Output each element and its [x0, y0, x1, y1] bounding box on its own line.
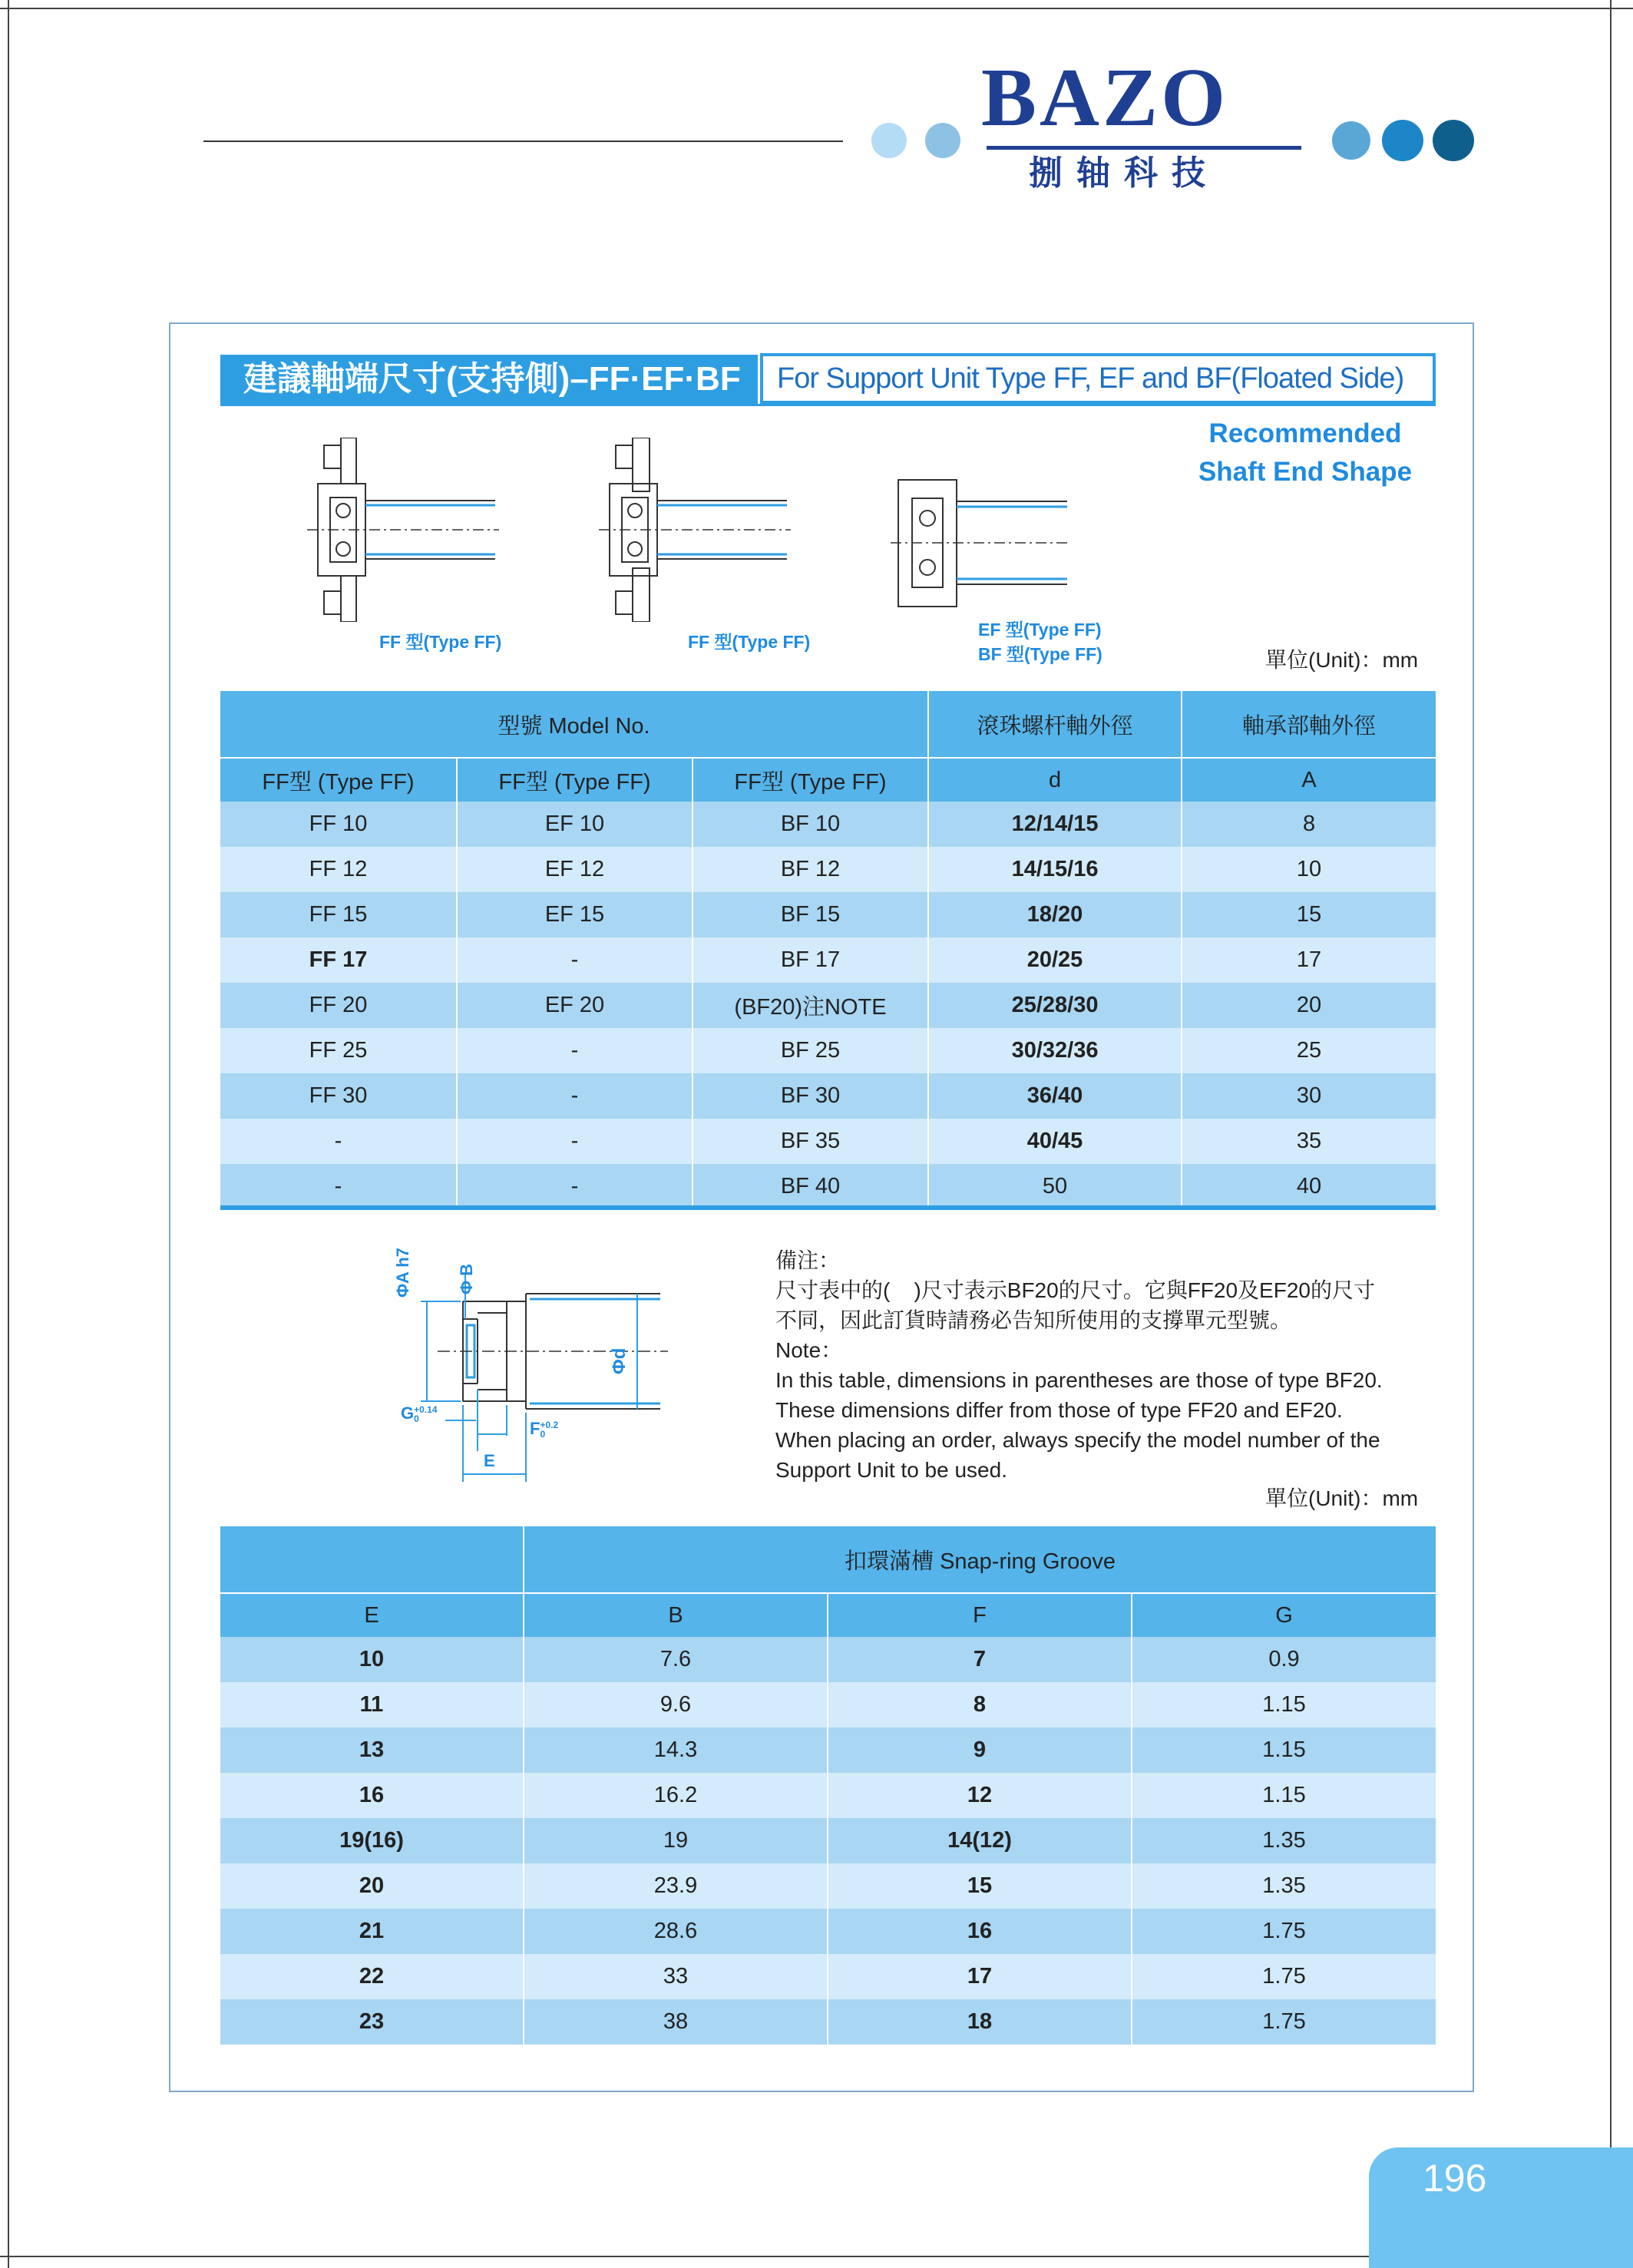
- table-cell: 18/20: [928, 892, 1182, 937]
- table-row: [220, 802, 1436, 847]
- note-en-line: Support Unit to be used.: [775, 1458, 1007, 1482]
- note-en-line: When placing an order, always specify the model number of the: [775, 1428, 1380, 1452]
- table-cell: 1.15: [1132, 1682, 1436, 1727]
- table-cell: 7: [828, 1637, 1132, 1682]
- table-row: [220, 1119, 1436, 1164]
- table-cell: 8: [1182, 802, 1436, 847]
- table-cell: FF 12: [220, 847, 457, 892]
- table-row: [220, 983, 1436, 1028]
- support-unit-diagram-1: [307, 438, 507, 622]
- subheader-cell: FF型 (Type FF): [220, 758, 457, 802]
- diagram-caption-1: FF 型(Type FF): [379, 632, 502, 652]
- table-cell: BF 12: [693, 847, 928, 892]
- table-cell: 33: [524, 1954, 828, 1999]
- table-cell: 19: [524, 1818, 828, 1863]
- table-cell: 23: [220, 1999, 524, 2045]
- note-en-line: In this table, dimensions in parentheses are those of type BF20.: [775, 1368, 1383, 1392]
- table-row: [220, 1909, 1436, 1954]
- diagram-caption-3a: EF 型(Type FF): [978, 620, 1102, 640]
- table-cell: 1.75: [1132, 1909, 1436, 1954]
- table-cell: 1.35: [1132, 1818, 1436, 1863]
- note-en-line: These dimensions differ from those of type FF20 and EF20.: [775, 1398, 1343, 1422]
- header-model: 型號 Model No.: [220, 691, 928, 758]
- table-row: [220, 1818, 1436, 1863]
- table-cell: FF 10: [220, 802, 457, 847]
- table-row: [220, 1999, 1436, 2045]
- model-table: [220, 691, 1436, 1209]
- table-cell: 13: [220, 1727, 524, 1773]
- table-cell: EF 15: [457, 892, 693, 937]
- table-cell: 16: [220, 1773, 524, 1818]
- table-row: [220, 1954, 1436, 1999]
- table-cell: 1.35: [1132, 1863, 1436, 1909]
- shaft-end-diagram: [399, 1251, 676, 1482]
- shaft-label-phiA: ΦA h7: [393, 1248, 412, 1298]
- table-cell: FF 25: [220, 1028, 457, 1073]
- table-cell: 18: [828, 1999, 1132, 2045]
- table-cell: -: [220, 1119, 457, 1164]
- header-dot: [871, 123, 907, 158]
- note-en-title: Note：: [775, 1338, 843, 1362]
- table-cell: 1.75: [1132, 1999, 1436, 2045]
- table-cell: 15: [828, 1863, 1132, 1909]
- table-cell: 7.6: [524, 1637, 828, 1682]
- subheader-cell: A: [1182, 758, 1436, 802]
- table-cell: 12/14/15: [928, 802, 1182, 847]
- table-cell: 40/45: [928, 1119, 1182, 1164]
- table-row: [220, 1773, 1436, 1818]
- table-cell: 10: [220, 1637, 524, 1682]
- table-cell: (BF20)注NOTE: [693, 983, 928, 1028]
- table-row: [220, 1863, 1436, 1909]
- shaft-label-E: E: [484, 1451, 495, 1470]
- table-cell: 25/28/30: [928, 983, 1182, 1028]
- table-cell: 20: [1182, 983, 1436, 1028]
- table-cell: BF 30: [693, 1073, 928, 1119]
- header-screw-diameter: 滾珠螺杆軸外徑: [928, 691, 1182, 758]
- table1-bottom-rule: [220, 1205, 1436, 1210]
- table-cell: 17: [1182, 937, 1436, 983]
- table-cell: 12: [828, 1773, 1132, 1818]
- table-cell: 25: [1182, 1028, 1436, 1073]
- table-row: [220, 892, 1436, 937]
- frame-right: [1610, 0, 1612, 2268]
- table-cell: BF 25: [693, 1028, 928, 1073]
- frame-top: [0, 8, 1633, 9]
- subheader-cell: E: [220, 1593, 524, 1637]
- shaft-label-G: [401, 1403, 438, 1423]
- table-cell: 16.2: [524, 1773, 828, 1818]
- subheader-cell: B: [524, 1593, 828, 1637]
- table-cell: 40: [1182, 1164, 1436, 1209]
- table-cell: 30: [1182, 1073, 1436, 1119]
- page-number: 196: [1369, 2147, 1633, 2268]
- table-cell: 20: [220, 1863, 524, 1909]
- shaft-label-phiB: Φ B: [457, 1263, 476, 1294]
- diagram-caption-3b: BF 型(Type FF): [978, 644, 1102, 664]
- table-cell: FF 17: [220, 937, 457, 983]
- table-row: [220, 1164, 1436, 1209]
- shaft-label-F: [530, 1419, 558, 1439]
- table-cell: BF 15: [693, 892, 928, 937]
- unit-label-2: 單位(Unit)：mm: [1265, 1486, 1419, 1510]
- shaft-label-G-zero: 0: [414, 1413, 419, 1425]
- table-cell: 9: [828, 1727, 1132, 1773]
- table-cell: BF 10: [693, 802, 928, 847]
- table-cell: 10: [1182, 847, 1436, 892]
- shaft-label-F-tol: +0.2: [540, 1420, 559, 1431]
- table-cell: FF 20: [220, 983, 457, 1028]
- table-cell: EF 12: [457, 847, 693, 892]
- table-cell: 23.9: [524, 1863, 828, 1909]
- page-title-cn: 建議軸端尺寸(支持側)–FF·EF·BF: [220, 355, 758, 404]
- table-cell: 1.15: [1132, 1727, 1436, 1773]
- shaft-label-G-tol: +0.14: [414, 1404, 438, 1416]
- note-cn-title: 備注：: [775, 1248, 841, 1272]
- table-cell: 50: [928, 1164, 1182, 1209]
- table-cell: 8: [828, 1682, 1132, 1727]
- subheader-cell: F: [828, 1593, 1132, 1637]
- brand-logo: BAZO: [981, 52, 1229, 144]
- logo-underline: [987, 146, 1301, 150]
- table-cell: 14(12): [828, 1818, 1132, 1863]
- table-row: [220, 847, 1436, 892]
- table-cell: FF 30: [220, 1073, 457, 1119]
- header-snap-ring: 扣環滿槽 Snap-ring Groove: [524, 1526, 1436, 1593]
- table-cell: 14/15/16: [928, 847, 1182, 892]
- table-cell: 21: [220, 1909, 524, 1954]
- table-cell: 14.3: [524, 1727, 828, 1773]
- support-unit-diagram-3: [891, 472, 1075, 618]
- table-cell: BF 35: [693, 1119, 928, 1164]
- header-rule: [203, 141, 843, 142]
- table-cell: -: [457, 1119, 693, 1164]
- header-dot: [1433, 120, 1474, 161]
- table-cell: 16: [828, 1909, 1132, 1954]
- table-cell: 9.6: [524, 1682, 828, 1727]
- table-cell: 30/32/36: [928, 1028, 1182, 1073]
- frame-left: [8, 0, 9, 2268]
- table-cell: EF 10: [457, 802, 693, 847]
- table-cell: 38: [524, 1999, 828, 2045]
- table-row: [220, 1727, 1436, 1773]
- shaft-label-G-letter: G: [401, 1403, 415, 1423]
- header-bearing-diameter: 軸承部軸外徑: [1182, 691, 1436, 758]
- table-cell: 19(16): [220, 1818, 524, 1863]
- recommended-line2: Shaft End Shape: [1198, 457, 1413, 487]
- table-cell: FF 15: [220, 892, 457, 937]
- table-cell: 1.15: [1132, 1773, 1436, 1818]
- table-cell: 11: [220, 1682, 524, 1727]
- table-row: [220, 1682, 1436, 1727]
- subheader-cell: FF型 (Type FF): [457, 758, 693, 802]
- subheader-cell: d: [928, 758, 1182, 802]
- table-cell: 1.75: [1132, 1954, 1436, 1999]
- table-cell: -: [457, 937, 693, 983]
- table-cell: 0.9: [1132, 1637, 1436, 1682]
- title-underline: [220, 404, 1436, 406]
- note-cn-line: 尺寸表中的( )尺寸表示BF20的尺寸。它與FF20及EF20的尺寸: [775, 1278, 1375, 1302]
- note-cn-line: 不同，因此訂貨時請務必告知所使用的支撐單元型號。: [775, 1308, 1292, 1332]
- table-cell: BF 40: [693, 1164, 928, 1209]
- table-cell: -: [220, 1164, 457, 1209]
- table-cell: -: [457, 1073, 693, 1119]
- recommended-label: [1152, 415, 1459, 491]
- table-cell: 22: [220, 1954, 524, 1999]
- header-dot: [925, 123, 960, 158]
- shaft-label-F-letter: F: [530, 1419, 540, 1438]
- table-cell: 28.6: [524, 1909, 828, 1954]
- table-cell: EF 20: [457, 983, 693, 1028]
- table-row: [220, 1637, 1436, 1682]
- table-cell: BF 17: [693, 937, 928, 983]
- note-block: [775, 1245, 1436, 1485]
- table-cell: 36/40: [928, 1073, 1182, 1119]
- recommended-line1: Recommended: [1208, 418, 1402, 448]
- shaft-label-phid: Φd: [609, 1347, 630, 1374]
- table-row: [220, 1028, 1436, 1073]
- diagram-caption-2: FF 型(Type FF): [688, 632, 811, 652]
- table-row: [220, 1073, 1436, 1119]
- table-cell: -: [457, 1164, 693, 1209]
- snap-ring-table: [220, 1526, 1436, 2045]
- support-unit-diagram-2: [599, 438, 798, 622]
- header-dot: [1382, 120, 1423, 161]
- table-row: [220, 937, 1436, 983]
- header-empty: [220, 1526, 524, 1593]
- subheader-cell: G: [1132, 1593, 1436, 1637]
- header-dot: [1332, 121, 1370, 160]
- table-cell: 20/25: [928, 937, 1182, 983]
- shaft-label-F-zero: 0: [540, 1429, 546, 1440]
- unit-label-1: 單位(Unit)：mm: [1265, 648, 1419, 672]
- table-cell: 17: [828, 1954, 1132, 1999]
- subheader-cell: FF型 (Type FF): [693, 758, 928, 802]
- brand-logo-cn: 捌轴科技: [1029, 154, 1219, 192]
- table-cell: -: [457, 1028, 693, 1073]
- table-cell: 35: [1182, 1119, 1436, 1164]
- page-title-en: For Support Unit Type FF, EF and BF(Floated Side): [760, 353, 1436, 404]
- table-cell: 15: [1182, 892, 1436, 937]
